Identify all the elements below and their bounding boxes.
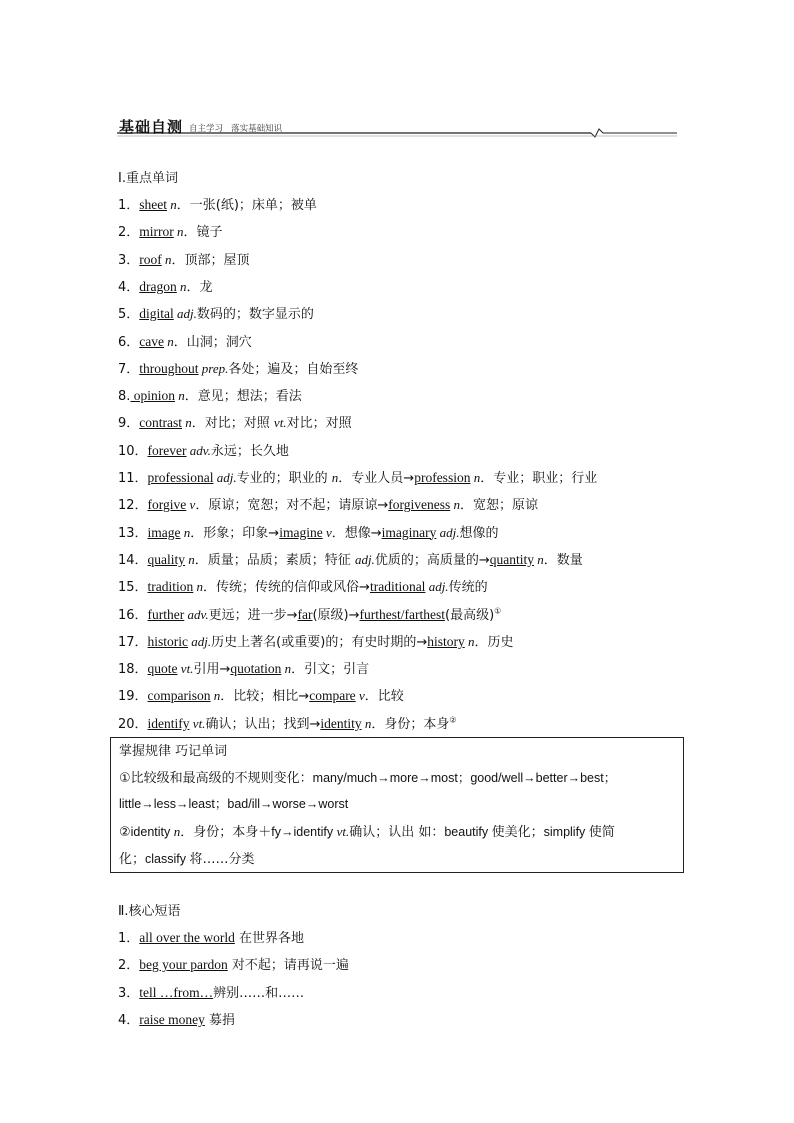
headword: forgiveness xyxy=(388,497,451,513)
tip-line xyxy=(119,848,254,867)
vocab-item xyxy=(118,494,538,513)
tip-line xyxy=(119,821,615,840)
part-of-speech: vt. xyxy=(189,715,206,731)
headword: contrast xyxy=(139,415,183,431)
definition-text: ．数量 xyxy=(543,552,583,568)
english-text: little→less→least；bad/ill→worse→worst xyxy=(119,797,349,811)
item-number: 7． xyxy=(118,361,140,377)
definition-text: ．比较 xyxy=(364,689,404,705)
definition-text: 想像的 xyxy=(459,525,499,541)
definition-text: ．形象；印象→ xyxy=(190,525,280,541)
definition-text: ．想像→ xyxy=(331,525,382,541)
headword: dragon xyxy=(139,278,177,294)
part-of-speech: n xyxy=(176,278,187,294)
vocab-item xyxy=(118,713,457,732)
vocab-item xyxy=(118,658,369,677)
definition-text: (最高级) xyxy=(445,607,495,623)
tip-line xyxy=(119,794,348,812)
part-of-speech: n xyxy=(464,633,475,649)
definition-text: 传统的 xyxy=(448,580,488,596)
headword: raise money xyxy=(139,1011,205,1027)
vocab-item xyxy=(118,412,352,431)
headword: sheet xyxy=(139,197,168,212)
headword: cave xyxy=(139,333,165,349)
headword: opinion xyxy=(130,388,176,404)
item-number: 3． xyxy=(118,985,140,1001)
english-text: fy→identify xyxy=(271,825,337,839)
definition-text: ．镜子 xyxy=(183,225,223,241)
definition-text: ．对比；对照 xyxy=(191,416,274,432)
definition-text: 数码的；数字显示的 xyxy=(196,307,314,323)
phrase-item xyxy=(118,1009,235,1028)
part-of-speech: n xyxy=(182,415,192,431)
definition-text: ．质量；品质；素质；特征 xyxy=(194,552,355,568)
definition-text: 辨别……和…… xyxy=(213,985,305,1001)
headword: imaginary xyxy=(381,524,437,540)
part-of-speech: vt. xyxy=(177,661,194,677)
definition-text: ．专业；职业；行业 xyxy=(480,471,598,486)
tip-box xyxy=(110,737,684,873)
definition-text: 更远；进一步→ xyxy=(208,607,298,623)
header-subtitle: 自主学习 落实基础知识 xyxy=(189,124,283,134)
english-text: many/much→more→most；good/well→better→best； xyxy=(312,771,617,785)
definition-text: ．引文；引言 xyxy=(291,662,370,678)
item-number: 15． xyxy=(118,580,148,596)
headword: quality xyxy=(147,551,186,567)
definition-text: ．顶部；屋顶 xyxy=(171,252,250,268)
headword: quotation xyxy=(230,661,282,677)
tip-box-title: 掌握规律 巧记单词 xyxy=(119,744,228,759)
definition-text: ．原谅；宽恕；对不起；请原谅→ xyxy=(195,498,389,514)
tip-line xyxy=(119,767,616,786)
headword: forever xyxy=(147,442,187,458)
headword: roof xyxy=(139,251,162,267)
part-of-speech: n xyxy=(470,470,481,485)
headword: historic xyxy=(147,633,189,649)
item-number: 19． xyxy=(118,689,148,705)
tip-text: ② xyxy=(119,825,131,840)
part-of-speech: n xyxy=(180,524,191,540)
definition-text: ．比较；相比→ xyxy=(220,689,310,705)
phrase-item xyxy=(118,927,304,946)
part-of-speech: n xyxy=(281,661,292,677)
definition-text: 永远；长久地 xyxy=(210,443,289,459)
item-number: 16． xyxy=(118,607,148,623)
part-of-speech: adj. xyxy=(354,551,375,567)
tip-text: 使简 xyxy=(588,825,615,840)
headword: all over the world xyxy=(139,930,235,945)
vocab-item xyxy=(118,221,223,240)
vocab-item xyxy=(118,604,501,623)
section-header xyxy=(117,114,677,140)
item-number: 4． xyxy=(118,279,140,295)
headword: tradition xyxy=(147,579,194,595)
part-of-speech: n xyxy=(450,497,460,513)
headword: furthest/farthest xyxy=(359,606,446,622)
item-number: 1． xyxy=(118,931,140,946)
item-number: 9． xyxy=(118,416,140,432)
definition-text: ．龙 xyxy=(186,279,213,295)
part-of-speech: n xyxy=(193,579,204,595)
vocab-item xyxy=(118,303,314,322)
section-title-vocab: Ⅰ.重点单词 xyxy=(118,171,178,186)
phrase-item xyxy=(118,954,349,973)
item-number: 10． xyxy=(118,443,148,459)
phrase-item xyxy=(118,982,304,1001)
vocab-item xyxy=(118,249,250,268)
item-number: 5． xyxy=(118,307,140,323)
headword: digital xyxy=(139,306,174,322)
part-of-speech: adj. xyxy=(173,306,197,322)
definition-text: 各处；遍及；自始至终 xyxy=(228,361,359,377)
definition-text: ．宽恕；原谅 xyxy=(459,498,538,514)
definition-text: ．身份；本身 xyxy=(371,716,450,732)
definition-text: 募捐 xyxy=(204,1012,236,1028)
definition-text: ．一张(纸)；床单；被单 xyxy=(176,198,317,213)
vocab-item xyxy=(118,276,213,295)
note-marker: ① xyxy=(494,606,502,616)
item-number: 4． xyxy=(118,1012,140,1028)
vocab-item xyxy=(118,576,488,595)
definition-text: 对比；对照 xyxy=(286,416,352,432)
item-number: 8. xyxy=(118,389,131,405)
item-number: 14． xyxy=(118,552,148,568)
tip-text: 将……分类 xyxy=(189,852,255,867)
part-of-speech: n xyxy=(173,824,181,839)
vocab-item xyxy=(118,385,302,404)
part-of-speech: n xyxy=(533,551,544,567)
headword: beg your pardon xyxy=(139,957,228,973)
headword: throughout xyxy=(139,360,199,376)
part-of-speech: n xyxy=(167,197,177,212)
definition-text: (原级)→ xyxy=(312,607,360,623)
part-of-speech: n xyxy=(173,224,184,240)
item-number: 3． xyxy=(118,252,140,268)
part-of-speech: adj. xyxy=(425,579,449,595)
definition-text: 专业的；职业的 xyxy=(236,471,332,486)
headword: image xyxy=(147,524,181,540)
headword: quantity xyxy=(489,551,534,567)
part-of-speech: adj. xyxy=(213,470,237,485)
part-of-speech: vt. xyxy=(273,415,287,431)
part-of-speech: v xyxy=(355,688,365,704)
headword: mirror xyxy=(139,224,174,240)
tip-text: ①比较级和最高级的不规则变化： xyxy=(119,771,313,786)
item-number: 17． xyxy=(118,634,148,650)
item-number: 11． xyxy=(118,471,148,486)
definition-text: 历史上著名(或重要)的；有史时期的→ xyxy=(211,634,428,650)
vocab-item xyxy=(118,522,499,541)
item-number: 1． xyxy=(118,198,140,213)
vocab-item xyxy=(118,549,583,568)
headword: forgive xyxy=(147,497,187,513)
definition-text: 对不起；请再说一遍 xyxy=(227,958,349,974)
english-text: simplify xyxy=(543,825,589,839)
definition-text: ．历史 xyxy=(474,634,514,650)
definition-text: 引用→ xyxy=(193,662,231,678)
definition-text: 在世界各地 xyxy=(234,931,305,946)
headword: quote xyxy=(147,661,178,677)
item-number: 12． xyxy=(118,498,148,514)
item-number: 6． xyxy=(118,334,140,350)
english-text: classify xyxy=(145,852,190,866)
part-of-speech: adj. xyxy=(436,524,460,540)
headword: further xyxy=(147,606,185,622)
headword: history xyxy=(427,633,465,649)
definition-text: ．意见；想法；看法 xyxy=(184,389,302,405)
headword: imagine xyxy=(279,524,323,540)
part-of-speech: n xyxy=(164,333,174,349)
vocab-item xyxy=(118,194,317,213)
part-of-speech: vt. xyxy=(336,824,350,839)
vocab-item xyxy=(118,631,514,650)
definition-text: 确认；认出；找到→ xyxy=(205,716,321,732)
definition-text: ．专业人员→ xyxy=(338,471,415,486)
english-text: beautify xyxy=(444,825,492,839)
definition-text: ．传统；传统的信仰或风俗→ xyxy=(203,580,370,596)
item-number: 2． xyxy=(118,958,140,974)
item-number: 18． xyxy=(118,662,148,678)
definition-text: ．山洞；洞穴 xyxy=(173,334,252,350)
vocab-item xyxy=(118,358,358,377)
vocab-item xyxy=(118,440,289,459)
part-of-speech: v xyxy=(322,524,332,540)
headword: identity xyxy=(320,715,362,731)
definition-text: 优质的；高质量的→ xyxy=(374,552,490,568)
item-number: 2． xyxy=(118,225,140,241)
part-of-speech: n xyxy=(331,470,339,485)
part-of-speech: n xyxy=(175,388,185,404)
part-of-speech: n xyxy=(185,551,195,567)
headword: professional xyxy=(147,470,214,485)
headword: compare xyxy=(309,688,356,704)
headword: far xyxy=(297,606,313,622)
vocab-item xyxy=(118,467,597,486)
part-of-speech: n xyxy=(210,688,221,704)
part-of-speech: n xyxy=(361,715,372,731)
item-number: 13． xyxy=(118,525,148,541)
part-of-speech: v xyxy=(186,497,196,513)
section-title-phrases: Ⅱ.核心短语 xyxy=(118,904,181,919)
part-of-speech: prep. xyxy=(198,360,229,376)
vocab-item xyxy=(118,685,404,704)
headword: tell …from… xyxy=(139,984,214,1000)
part-of-speech: n xyxy=(161,251,172,267)
note-marker: ② xyxy=(449,715,457,725)
english-text: identity xyxy=(130,825,174,839)
headword: profession xyxy=(414,470,471,485)
headword: identify xyxy=(147,715,190,731)
headword: comparison xyxy=(147,688,211,704)
tip-text: ．身份；本身＋ xyxy=(180,825,272,840)
tip-text: 化； xyxy=(119,852,146,867)
part-of-speech: adv. xyxy=(186,442,211,458)
vocab-item xyxy=(118,331,252,350)
item-number: 20． xyxy=(118,716,148,732)
header-title: 基础自测 xyxy=(119,118,184,136)
headword: traditional xyxy=(369,579,426,595)
part-of-speech: adj. xyxy=(188,633,212,649)
tip-text: 确认；认出 如： xyxy=(349,825,445,840)
part-of-speech: adv. xyxy=(184,606,209,622)
tip-text: 使美化； xyxy=(491,825,544,840)
